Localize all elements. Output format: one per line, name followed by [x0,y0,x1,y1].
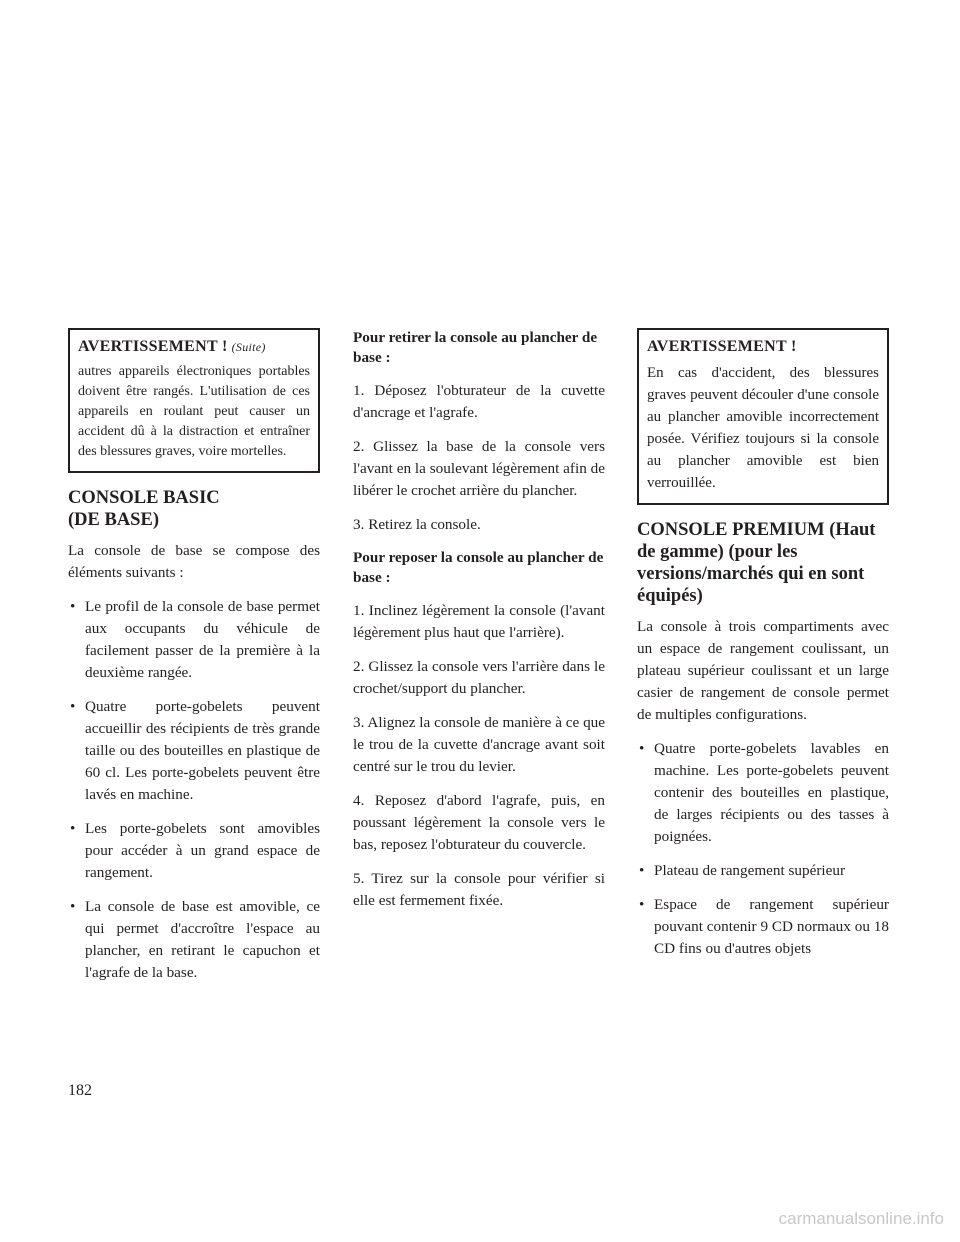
list-item-text: Quatre porte-gobelets lavables en machine. Les porte-gobelets peuvent contenir des bouteilles en plastique, de larges récipients ou des tasses à poignées. [654,740,889,845]
install-step: 1. Inclinez légèrement la console (l'avant légèrement plus haut que l'arrière). [353,602,605,641]
remove-step: 3. Retirez la console. [353,516,481,533]
list-item [68,896,320,984]
list-item [68,596,320,684]
list-item [637,860,889,882]
section-heading-console-basic [68,487,320,531]
page-number: 182 [68,1082,92,1099]
section-heading-console-premium: CONSOLE PREMIUM (Haut de gamme) (pour les versions/marchés qui en sont équipés) [637,520,876,606]
warning-title [78,337,310,357]
list-item-text: Quatre porte-gobelets peuvent accueillir des récipients de très grande taille ou des bouteilles en plastique de 60 cl. Les porte-gobelets peuvent être lavés en machine. [85,698,320,803]
console-premium-bullet-list [637,738,889,960]
bullet-glyph: • [70,598,76,615]
install-step: 5. Tirez sur la console pour vérifier si elle est fermement fixée. [353,870,605,909]
console-basic-intro: La console de base se compose des éléments suivants : [68,542,320,581]
console-basic-bullet-list [68,596,320,984]
remove-step: 2. Glissez la base de la console vers l'avant en la soulevant légèrement afin de libérer le crochet arrière du plancher. [353,438,605,499]
remove-console-heading: Pour retirer la console au plancher de base : [353,329,598,366]
bullet-glyph: • [70,820,76,837]
install-step: 3. Alignez la console de manière à ce que le trou de la cuvette d'ancrage avant soit centré sur le trou du levier. [353,714,605,775]
heading-line-2: (DE BASE) [68,510,159,530]
list-item-text: Les porte-gobelets sont amovibles pour accéder à un grand espace de rangement. [85,820,320,881]
list-item [68,818,320,884]
column-middle [353,328,605,912]
install-step: 2. Glissez la console vers l'arrière dans le crochet/support du plancher. [353,658,605,697]
bullet-glyph: • [70,698,76,715]
column-right [637,328,889,960]
list-item-text: Plateau de rangement supérieur [654,862,846,879]
warning-box [637,328,889,505]
warning-text: autres appareils électroniques portables doivent être rangés. L'utilisation de ces appareils en roulant peut causer un accident dû à la distraction et entraîner des blessures graves, voire mortelles. [78,364,310,459]
warning-title: AVERTISSEMENT ! [647,338,797,355]
list-item-text: Espace de rangement supérieur pouvant contenir 9 CD normaux ou 18 CD fins ou d'autres objets [654,896,889,957]
list-item [637,738,889,848]
install-console-heading: Pour reposer la console au plancher de base : [353,549,604,586]
remove-step: 1. Déposez l'obturateur de la cuvette d'ancrage et l'agrafe. [353,382,605,421]
warning-suite-label: (Suite) [231,340,266,354]
list-item-text: La console de base est amovible, ce qui permet d'accroître l'espace au plancher, en retirant le capuchon et l'agrafe de la base. [85,898,320,981]
bullet-glyph: • [639,862,645,879]
watermark: carmanualsonline.info [778,1209,944,1228]
list-item [68,696,320,806]
list-item-text: Le profil de la console de base permet aux occupants du véhicule de facilement passer de la première à la deuxième rangée. [85,598,320,681]
console-premium-intro: La console à trois compartiments avec un espace de rangement coulissant, un plateau supérieur coulissant et un large casier de rangement de console permet de multiples configurations. [637,618,889,723]
heading-line-1: CONSOLE BASIC [68,488,220,508]
list-item [637,894,889,960]
bullet-glyph: • [639,740,645,757]
install-step: 4. Reposez d'abord l'agrafe, puis, en poussant légèrement la console vers le bas, reposez l'obturateur du couvercle. [353,792,605,853]
warning-text: En cas d'accident, des blessures graves peuvent découler d'une console au plancher amovible incorrectement posée. Vérifiez toujours si la console au plancher amovible est bien verrouillée. [647,365,879,491]
bullet-glyph: • [70,898,76,915]
bullet-glyph: • [639,896,645,913]
warning-title-text: AVERTISSEMENT ! [78,338,228,355]
column-left [68,328,320,984]
warning-box-continued [68,328,320,473]
